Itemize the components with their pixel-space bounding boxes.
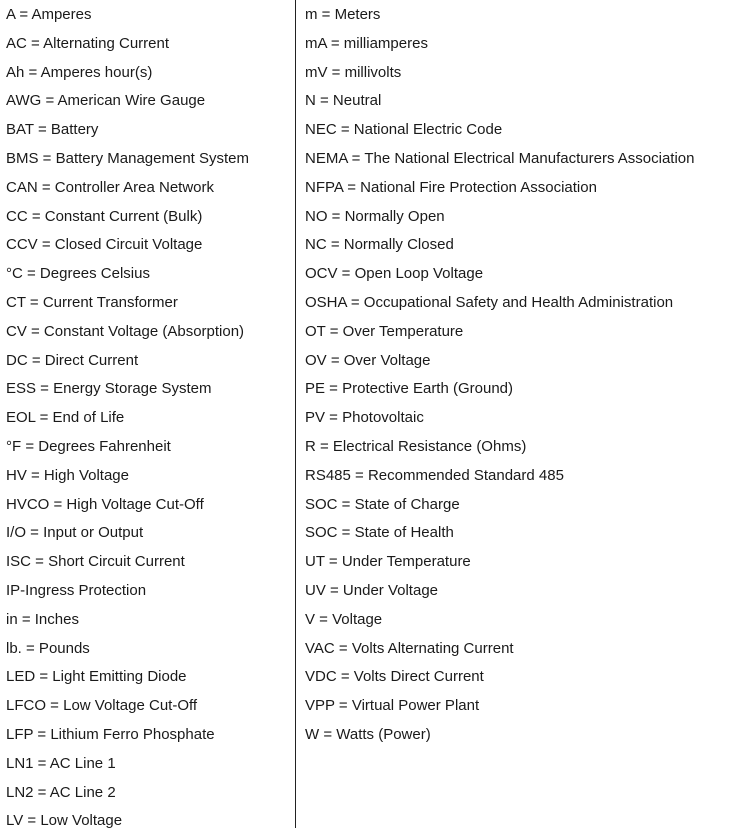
glossary-entry: UT = Under Temperature [305,553,471,571]
glossary-entry: I/O = Input or Output [6,524,144,542]
glossary-entry: BMS = Battery Management System [6,149,250,167]
glossary-entry: A = Amperes [6,6,92,23]
glossary-entry: V = Voltage [305,610,383,628]
glossary-entry: Ah = Amperes hour(s) [6,63,153,81]
glossary-entry: NC = Normally Closed [305,236,454,254]
glossary-entry: VDC = Volts Direct Current [305,668,484,686]
glossary-entry: OCV = Open Loop Voltage [305,265,484,283]
glossary-entry: HV = High Voltage [6,466,129,484]
glossary-entry: EOL = End of Life [6,409,125,427]
glossary-entry: W = Watts (Power) [305,725,431,743]
glossary-entry: lb. = Pounds [6,639,90,657]
glossary-entry: °F = Degrees Fahrenheit [6,437,171,455]
glossary-entry: CCV = Closed Circuit Voltage [6,236,203,254]
glossary-entry: UV = Under Voltage [305,581,439,599]
glossary-entry: LFCO = Low Voltage Cut-Off [6,697,198,715]
glossary-entry: PE = Protective Earth (Ground) [305,380,514,398]
glossary-entry: LN2 = AC Line 2 [6,783,116,801]
glossary-entry: mA = milliamperes [305,34,428,52]
glossary-column-right [305,1,736,750]
glossary-entry: AWG = American Wire Gauge [6,92,206,110]
glossary-entry: BAT = Battery [6,121,99,139]
glossary-entry: m = Meters [305,6,381,23]
glossary-entry: VAC = Volts Alternating Current [305,639,514,657]
glossary-entry: CC = Constant Current (Bulk) [6,207,203,225]
glossary-entry: SOC = State of Health [305,524,454,542]
glossary-entry: mV = millivolts [305,63,402,81]
glossary-entry: CAN = Controller Area Network [6,178,214,196]
glossary-entry: in = Inches [6,610,79,628]
glossary-entry: NEC = National Electric Code [305,121,503,139]
glossary-entry: R = Electrical Resistance (Ohms) [305,437,527,455]
glossary-entry: HVCO = High Voltage Cut-Off [6,495,204,513]
glossary-entry: DC = Direct Current [6,351,139,369]
glossary-entry: OSHA = Occupational Safety and Health Administration [305,293,674,311]
glossary-entry: LED = Light Emitting Diode [6,668,187,686]
glossary-entry: SOC = State of Charge [305,495,460,513]
glossary-entry: °C = Degrees Celsius [6,265,150,283]
glossary-column-left [6,1,290,836]
glossary-entry: LV = Low Voltage [6,812,123,830]
glossary-entry: OT = Over Temperature [305,322,464,340]
glossary-entry: LFP = Lithium Ferro Phosphate [6,725,215,743]
glossary-entry: RS485 = Recommended Standard 485 [305,466,564,484]
glossary-entry: VPP = Virtual Power Plant [305,697,480,715]
glossary-entry: LN1 = AC Line 1 [6,754,116,772]
glossary-entry: N = Neutral [305,92,382,110]
glossary-entry: IP-Ingress Protection [6,581,147,599]
glossary-entry: NEMA = The National Electrical Manufacturers Association [305,149,695,167]
glossary-entry: NO = Normally Open [305,207,445,225]
glossary-entry: OV = Over Voltage [305,351,431,369]
glossary-entry: AC = Alternating Current [6,34,170,52]
glossary-entry: ISC = Short Circuit Current [6,553,185,571]
glossary-entry: PV = Photovoltaic [305,409,424,427]
glossary-entry: ESS = Energy Storage System [6,380,212,398]
glossary-entry: CT = Current Transformer [6,293,178,311]
column-divider [295,0,296,828]
glossary-entry: CV = Constant Voltage (Absorption) [6,322,245,340]
glossary-entry: NFPA = National Fire Protection Association [305,178,597,196]
